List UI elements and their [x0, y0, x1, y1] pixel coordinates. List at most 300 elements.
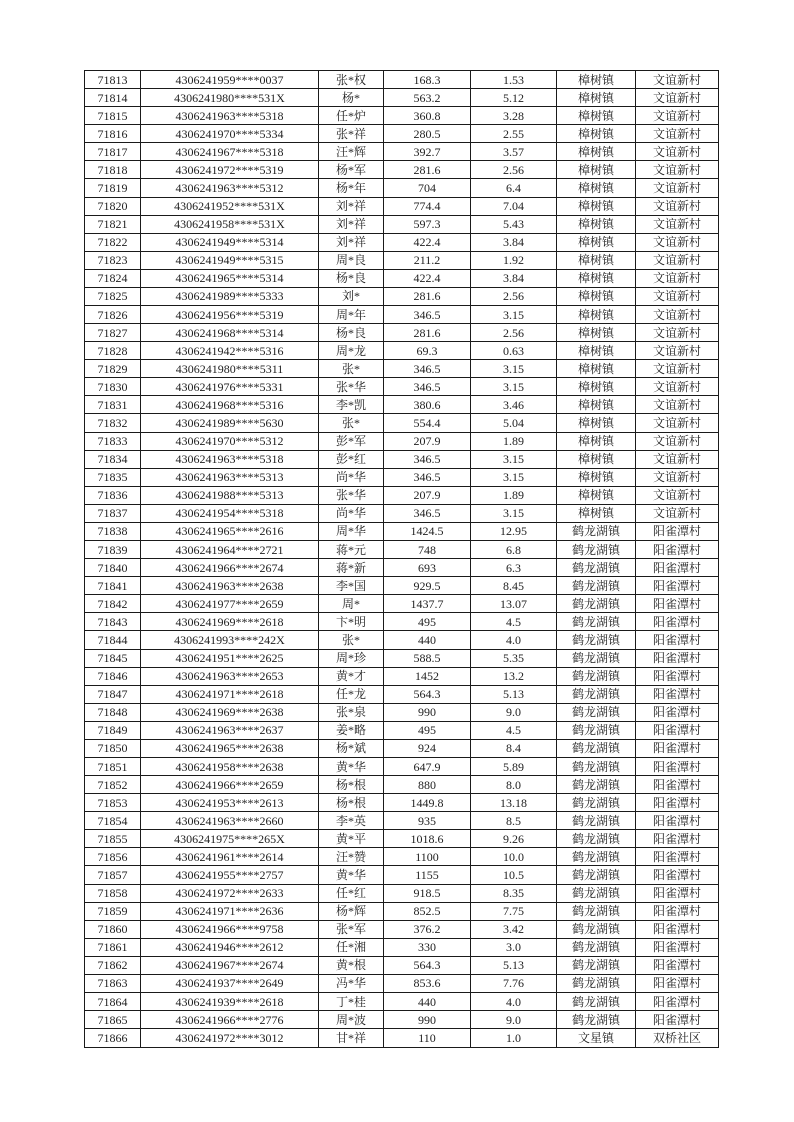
table-cell-seq: 71849 — [85, 721, 141, 739]
table-cell-village: 文谊新村 — [636, 432, 719, 450]
table-cell-village: 文谊新村 — [636, 287, 719, 305]
table-cell-village: 文谊新村 — [636, 306, 719, 324]
table-cell-name: 汪*辉 — [319, 143, 384, 161]
table-cell-amount1: 1452 — [384, 667, 471, 685]
table-cell-town: 樟树镇 — [557, 378, 636, 396]
table-cell-amount2: 3.15 — [471, 504, 557, 522]
table-cell-name: 蒋*元 — [319, 541, 384, 559]
table-cell-seq: 71826 — [85, 306, 141, 324]
table-cell-amount2: 12.95 — [471, 522, 557, 540]
table-cell-id: 4306241989****5630 — [141, 414, 319, 432]
table-cell-id: 4306241952****531X — [141, 197, 319, 215]
table-cell-name: 任*湘 — [319, 938, 384, 956]
table-cell-village: 阳雀潭村 — [636, 685, 719, 703]
table-row — [85, 215, 719, 233]
table-cell-village: 双桥社区 — [636, 1029, 719, 1048]
table-cell-town: 樟树镇 — [557, 396, 636, 414]
table-cell-village: 文谊新村 — [636, 197, 719, 215]
table-cell-seq: 71842 — [85, 595, 141, 613]
table-cell-seq: 71830 — [85, 378, 141, 396]
table-cell-village: 文谊新村 — [636, 161, 719, 179]
table-row — [85, 703, 719, 721]
table-cell-name: 张*军 — [319, 920, 384, 938]
table-row — [85, 378, 719, 396]
table-cell-village: 文谊新村 — [636, 143, 719, 161]
table-row — [85, 432, 719, 450]
table-cell-seq: 71853 — [85, 794, 141, 812]
table-cell-town: 樟树镇 — [557, 468, 636, 486]
table-cell-amount1: 440 — [384, 631, 471, 649]
table-cell-name: 周* — [319, 595, 384, 613]
table-cell-seq: 71863 — [85, 974, 141, 992]
table-cell-id: 4306241980****531X — [141, 89, 319, 107]
table-cell-id: 4306241968****5316 — [141, 396, 319, 414]
table-cell-name: 丁*桂 — [319, 992, 384, 1010]
table-cell-name: 黄*平 — [319, 830, 384, 848]
table-cell-village: 文谊新村 — [636, 107, 719, 125]
table-cell-id: 4306241975****265X — [141, 830, 319, 848]
table-cell-amount1: 495 — [384, 721, 471, 739]
table-row — [85, 1029, 719, 1048]
table-cell-id: 4306241967****2674 — [141, 956, 319, 974]
table-cell-village: 文谊新村 — [636, 414, 719, 432]
table-cell-name: 彭*红 — [319, 450, 384, 468]
table-cell-amount2: 2.56 — [471, 161, 557, 179]
table-cell-seq: 71828 — [85, 342, 141, 360]
table-cell-amount1: 563.2 — [384, 89, 471, 107]
table-row — [85, 685, 719, 703]
table-cell-name: 蒋*新 — [319, 559, 384, 577]
table-cell-seq: 71859 — [85, 902, 141, 920]
table-cell-village: 阳雀潭村 — [636, 974, 719, 992]
table-cell-id: 4306241937****2649 — [141, 974, 319, 992]
table-row — [85, 522, 719, 540]
table-cell-id: 4306241963****2637 — [141, 721, 319, 739]
table-cell-village: 文谊新村 — [636, 342, 719, 360]
table-cell-village: 阳雀潭村 — [636, 956, 719, 974]
table-cell-id: 4306241942****5316 — [141, 342, 319, 360]
table-cell-town: 樟树镇 — [557, 107, 636, 125]
table-cell-id: 4306241966****2659 — [141, 776, 319, 794]
table-cell-amount2: 8.5 — [471, 812, 557, 830]
table-row — [85, 848, 719, 866]
table-cell-id: 4306241963****5313 — [141, 468, 319, 486]
table-cell-name: 李*凯 — [319, 396, 384, 414]
table-cell-seq: 71847 — [85, 685, 141, 703]
table-cell-amount1: 774.4 — [384, 197, 471, 215]
table-cell-name: 周*波 — [319, 1011, 384, 1029]
table-cell-amount2: 7.75 — [471, 902, 557, 920]
table-cell-amount1: 693 — [384, 559, 471, 577]
table-cell-village: 阳雀潭村 — [636, 938, 719, 956]
table-cell-amount2: 6.4 — [471, 179, 557, 197]
table-cell-town: 鹤龙湖镇 — [557, 631, 636, 649]
table-cell-town: 樟树镇 — [557, 432, 636, 450]
table-cell-village: 阳雀潭村 — [636, 667, 719, 685]
table-cell-id: 4306241954****5318 — [141, 504, 319, 522]
table-cell-seq: 71850 — [85, 739, 141, 757]
table-row — [85, 107, 719, 125]
table-cell-village: 阳雀潭村 — [636, 830, 719, 848]
table-cell-name: 周*年 — [319, 306, 384, 324]
table-cell-town: 鹤龙湖镇 — [557, 812, 636, 830]
table-cell-amount2: 5.13 — [471, 685, 557, 703]
table-cell-name: 刘* — [319, 287, 384, 305]
table-cell-amount1: 392.7 — [384, 143, 471, 161]
table-cell-seq: 71865 — [85, 1011, 141, 1029]
table-cell-town: 樟树镇 — [557, 324, 636, 342]
table-cell-name: 张*祥 — [319, 125, 384, 143]
table-cell-amount1: 597.3 — [384, 215, 471, 233]
table-cell-amount2: 3.28 — [471, 107, 557, 125]
table-cell-amount2: 1.0 — [471, 1029, 557, 1048]
table-cell-town: 鹤龙湖镇 — [557, 757, 636, 775]
table-cell-amount1: 554.4 — [384, 414, 471, 432]
table-cell-amount1: 852.5 — [384, 902, 471, 920]
table-cell-town: 鹤龙湖镇 — [557, 884, 636, 902]
table-cell-town: 文星镇 — [557, 1029, 636, 1048]
table-cell-id: 4306241966****2776 — [141, 1011, 319, 1029]
table-cell-name: 周*良 — [319, 251, 384, 269]
table-cell-name: 姜*略 — [319, 721, 384, 739]
table-cell-amount2: 7.04 — [471, 197, 557, 215]
table-cell-amount2: 2.55 — [471, 125, 557, 143]
table-cell-town: 鹤龙湖镇 — [557, 667, 636, 685]
table-cell-amount1: 1424.5 — [384, 522, 471, 540]
table-cell-village: 文谊新村 — [636, 233, 719, 251]
table-row — [85, 794, 719, 812]
table-cell-seq: 71844 — [85, 631, 141, 649]
table-cell-village: 阳雀潭村 — [636, 902, 719, 920]
table-cell-name: 任*红 — [319, 884, 384, 902]
table-cell-town: 樟树镇 — [557, 197, 636, 215]
table-cell-village: 阳雀潭村 — [636, 794, 719, 812]
table-cell-name: 杨*斌 — [319, 739, 384, 757]
table-cell-amount1: 376.2 — [384, 920, 471, 938]
table-row — [85, 902, 719, 920]
table-cell-town: 樟树镇 — [557, 504, 636, 522]
table-cell-town: 鹤龙湖镇 — [557, 595, 636, 613]
table-cell-seq: 71818 — [85, 161, 141, 179]
table-cell-amount1: 853.6 — [384, 974, 471, 992]
table-cell-name: 杨*辉 — [319, 902, 384, 920]
table-row — [85, 613, 719, 631]
table-cell-amount1: 1100 — [384, 848, 471, 866]
table-cell-village: 文谊新村 — [636, 450, 719, 468]
table-cell-seq: 71823 — [85, 251, 141, 269]
table-cell-amount2: 3.15 — [471, 468, 557, 486]
table-cell-village: 文谊新村 — [636, 71, 719, 89]
table-cell-amount1: 564.3 — [384, 685, 471, 703]
table-cell-amount2: 0.63 — [471, 342, 557, 360]
table-cell-town: 鹤龙湖镇 — [557, 938, 636, 956]
table-cell-town: 樟树镇 — [557, 306, 636, 324]
table-cell-name: 杨* — [319, 89, 384, 107]
table-cell-amount1: 990 — [384, 703, 471, 721]
table-cell-seq: 71820 — [85, 197, 141, 215]
table-cell-village: 阳雀潭村 — [636, 721, 719, 739]
table-cell-town: 樟树镇 — [557, 143, 636, 161]
table-cell-id: 4306241988****5313 — [141, 486, 319, 504]
table-cell-amount2: 3.0 — [471, 938, 557, 956]
table-cell-amount1: 346.5 — [384, 378, 471, 396]
table-cell-name: 张*权 — [319, 71, 384, 89]
table-cell-seq: 71819 — [85, 179, 141, 197]
table-cell-seq: 71816 — [85, 125, 141, 143]
table-row — [85, 757, 719, 775]
table-cell-village: 文谊新村 — [636, 468, 719, 486]
table-cell-seq: 71815 — [85, 107, 141, 125]
table-cell-seq: 71862 — [85, 956, 141, 974]
table-cell-amount1: 918.5 — [384, 884, 471, 902]
table-row — [85, 956, 719, 974]
table-cell-village: 文谊新村 — [636, 486, 719, 504]
table-cell-town: 鹤龙湖镇 — [557, 866, 636, 884]
table-row — [85, 450, 719, 468]
table-cell-amount1: 1018.6 — [384, 830, 471, 848]
table-row — [85, 468, 719, 486]
table-cell-village: 阳雀潭村 — [636, 866, 719, 884]
table-cell-town: 樟树镇 — [557, 251, 636, 269]
table-cell-town: 樟树镇 — [557, 269, 636, 287]
table-cell-id: 4306241965****2638 — [141, 739, 319, 757]
table-cell-town: 樟树镇 — [557, 342, 636, 360]
table-cell-seq: 71829 — [85, 360, 141, 378]
table-cell-village: 阳雀潭村 — [636, 613, 719, 631]
table-row — [85, 504, 719, 522]
table-cell-amount2: 3.15 — [471, 306, 557, 324]
table-cell-name: 黄*华 — [319, 866, 384, 884]
table-cell-town: 鹤龙湖镇 — [557, 649, 636, 667]
table-cell-name: 张*华 — [319, 486, 384, 504]
table-cell-village: 阳雀潭村 — [636, 631, 719, 649]
table-row — [85, 342, 719, 360]
table-cell-id: 4306241956****5319 — [141, 306, 319, 324]
table-cell-village: 阳雀潭村 — [636, 595, 719, 613]
table-cell-name: 杨*良 — [319, 324, 384, 342]
table-cell-amount2: 3.42 — [471, 920, 557, 938]
table-cell-seq: 71854 — [85, 812, 141, 830]
table-cell-town: 鹤龙湖镇 — [557, 721, 636, 739]
table-cell-seq: 71838 — [85, 522, 141, 540]
table-cell-name: 尚*华 — [319, 468, 384, 486]
table-cell-seq: 71856 — [85, 848, 141, 866]
table-cell-town: 樟树镇 — [557, 89, 636, 107]
table-cell-village: 阳雀潭村 — [636, 757, 719, 775]
table-cell-amount2: 4.5 — [471, 613, 557, 631]
table-cell-amount1: 1155 — [384, 866, 471, 884]
table-cell-seq: 71848 — [85, 703, 141, 721]
table-cell-amount2: 1.89 — [471, 486, 557, 504]
table-cell-seq: 71821 — [85, 215, 141, 233]
table-cell-id: 4306241939****2618 — [141, 992, 319, 1010]
table-cell-id: 4306241966****2674 — [141, 559, 319, 577]
table-cell-amount2: 5.35 — [471, 649, 557, 667]
table-cell-id: 4306241970****5334 — [141, 125, 319, 143]
table-row — [85, 812, 719, 830]
table-cell-amount1: 346.5 — [384, 468, 471, 486]
table-row — [85, 938, 719, 956]
table-cell-id: 4306241964****2721 — [141, 541, 319, 559]
table-cell-town: 鹤龙湖镇 — [557, 685, 636, 703]
table-cell-village: 文谊新村 — [636, 360, 719, 378]
table-cell-seq: 71813 — [85, 71, 141, 89]
table-cell-amount1: 281.6 — [384, 161, 471, 179]
table-cell-seq: 71852 — [85, 776, 141, 794]
table-cell-seq: 71857 — [85, 866, 141, 884]
table-cell-id: 4306241989****5333 — [141, 287, 319, 305]
table-cell-id: 4306241963****5312 — [141, 179, 319, 197]
table-cell-amount1: 704 — [384, 179, 471, 197]
table-cell-village: 文谊新村 — [636, 504, 719, 522]
table-cell-seq: 71839 — [85, 541, 141, 559]
table-cell-town: 樟树镇 — [557, 287, 636, 305]
table-cell-id: 4306241963****2660 — [141, 812, 319, 830]
table-cell-town: 樟树镇 — [557, 360, 636, 378]
table-cell-name: 刘*祥 — [319, 197, 384, 215]
table-cell-amount2: 10.5 — [471, 866, 557, 884]
table-cell-village: 文谊新村 — [636, 125, 719, 143]
table-cell-village: 文谊新村 — [636, 215, 719, 233]
table-cell-seq: 71846 — [85, 667, 141, 685]
table-cell-amount2: 2.56 — [471, 287, 557, 305]
table-cell-amount1: 929.5 — [384, 577, 471, 595]
table-cell-seq: 71860 — [85, 920, 141, 938]
table-cell-amount2: 3.15 — [471, 360, 557, 378]
table-row — [85, 739, 719, 757]
table-cell-name: 彭*军 — [319, 432, 384, 450]
table-row — [85, 1011, 719, 1029]
table-cell-town: 鹤龙湖镇 — [557, 559, 636, 577]
table-cell-village: 阳雀潭村 — [636, 812, 719, 830]
table-cell-town: 樟树镇 — [557, 233, 636, 251]
table-cell-name: 尚*华 — [319, 504, 384, 522]
table-cell-id: 4306241971****2618 — [141, 685, 319, 703]
table-cell-seq: 71825 — [85, 287, 141, 305]
table-cell-id: 4306241971****2636 — [141, 902, 319, 920]
table-row — [85, 992, 719, 1010]
table-cell-town: 鹤龙湖镇 — [557, 848, 636, 866]
table-cell-amount2: 9.26 — [471, 830, 557, 848]
table-row — [85, 920, 719, 938]
table-row — [85, 306, 719, 324]
table-cell-village: 文谊新村 — [636, 324, 719, 342]
table-cell-seq: 71837 — [85, 504, 141, 522]
table-cell-town: 鹤龙湖镇 — [557, 739, 636, 757]
table-cell-town: 鹤龙湖镇 — [557, 522, 636, 540]
table-row — [85, 324, 719, 342]
table-row — [85, 866, 719, 884]
table-row — [85, 360, 719, 378]
table-cell-amount1: 880 — [384, 776, 471, 794]
table-cell-id: 4306241972****5319 — [141, 161, 319, 179]
table-cell-id: 4306241976****5331 — [141, 378, 319, 396]
table-row — [85, 830, 719, 848]
table-cell-id: 4306241953****2613 — [141, 794, 319, 812]
table-cell-id: 4306241969****2638 — [141, 703, 319, 721]
table-cell-amount2: 4.0 — [471, 631, 557, 649]
table-cell-name: 张* — [319, 414, 384, 432]
table-cell-town: 鹤龙湖镇 — [557, 613, 636, 631]
table-cell-amount2: 1.92 — [471, 251, 557, 269]
table-cell-town: 鹤龙湖镇 — [557, 577, 636, 595]
table-cell-seq: 71851 — [85, 757, 141, 775]
table-row — [85, 233, 719, 251]
table-cell-amount1: 1449.8 — [384, 794, 471, 812]
table-cell-town: 鹤龙湖镇 — [557, 794, 636, 812]
table-cell-amount2: 9.0 — [471, 703, 557, 721]
table-cell-amount1: 281.6 — [384, 324, 471, 342]
table-cell-amount1: 168.3 — [384, 71, 471, 89]
table-cell-amount2: 13.18 — [471, 794, 557, 812]
table-cell-amount1: 1437.7 — [384, 595, 471, 613]
table-row — [85, 595, 719, 613]
table-cell-amount2: 5.43 — [471, 215, 557, 233]
table-cell-town: 樟树镇 — [557, 450, 636, 468]
table-cell-amount1: 935 — [384, 812, 471, 830]
table-cell-village: 阳雀潭村 — [636, 848, 719, 866]
table-cell-seq: 71841 — [85, 577, 141, 595]
table-cell-amount2: 3.84 — [471, 269, 557, 287]
table-cell-id: 4306241977****2659 — [141, 595, 319, 613]
table-cell-amount2: 3.15 — [471, 450, 557, 468]
table-cell-amount2: 3.57 — [471, 143, 557, 161]
table-cell-id: 4306241967****5318 — [141, 143, 319, 161]
table-row — [85, 125, 719, 143]
table-cell-id: 4306241963****2638 — [141, 577, 319, 595]
table-cell-town: 鹤龙湖镇 — [557, 541, 636, 559]
table-cell-amount1: 588.5 — [384, 649, 471, 667]
table-cell-seq: 71834 — [85, 450, 141, 468]
table-cell-amount1: 647.9 — [384, 757, 471, 775]
table-cell-village: 阳雀潭村 — [636, 541, 719, 559]
table-cell-name: 李*英 — [319, 812, 384, 830]
table-cell-village: 阳雀潭村 — [636, 522, 719, 540]
table-row — [85, 486, 719, 504]
table-cell-id: 4306241946****2612 — [141, 938, 319, 956]
table-cell-town: 鹤龙湖镇 — [557, 1011, 636, 1029]
table-cell-seq: 71836 — [85, 486, 141, 504]
table-row — [85, 541, 719, 559]
table-cell-amount2: 5.89 — [471, 757, 557, 775]
table-cell-amount1: 422.4 — [384, 233, 471, 251]
table-cell-amount1: 495 — [384, 613, 471, 631]
table-cell-amount2: 9.0 — [471, 1011, 557, 1029]
table-row — [85, 143, 719, 161]
table-cell-amount2: 4.5 — [471, 721, 557, 739]
table-cell-name: 李*国 — [319, 577, 384, 595]
table-cell-amount1: 440 — [384, 992, 471, 1010]
table-row — [85, 251, 719, 269]
table-cell-id: 4306241949****5314 — [141, 233, 319, 251]
table-cell-amount2: 6.8 — [471, 541, 557, 559]
table-cell-id: 4306241972****3012 — [141, 1029, 319, 1048]
table-row — [85, 649, 719, 667]
table-cell-town: 鹤龙湖镇 — [557, 776, 636, 794]
table-cell-amount2: 13.2 — [471, 667, 557, 685]
table-cell-town: 樟树镇 — [557, 486, 636, 504]
table-cell-amount1: 346.5 — [384, 504, 471, 522]
table-cell-name: 张*泉 — [319, 703, 384, 721]
table-cell-id: 4306241993****242X — [141, 631, 319, 649]
table-cell-id: 4306241963****5318 — [141, 450, 319, 468]
table-row — [85, 161, 719, 179]
table-cell-town: 樟树镇 — [557, 414, 636, 432]
table-cell-village: 文谊新村 — [636, 89, 719, 107]
table-cell-amount2: 2.56 — [471, 324, 557, 342]
table-cell-town: 鹤龙湖镇 — [557, 920, 636, 938]
table-cell-name: 任*炉 — [319, 107, 384, 125]
